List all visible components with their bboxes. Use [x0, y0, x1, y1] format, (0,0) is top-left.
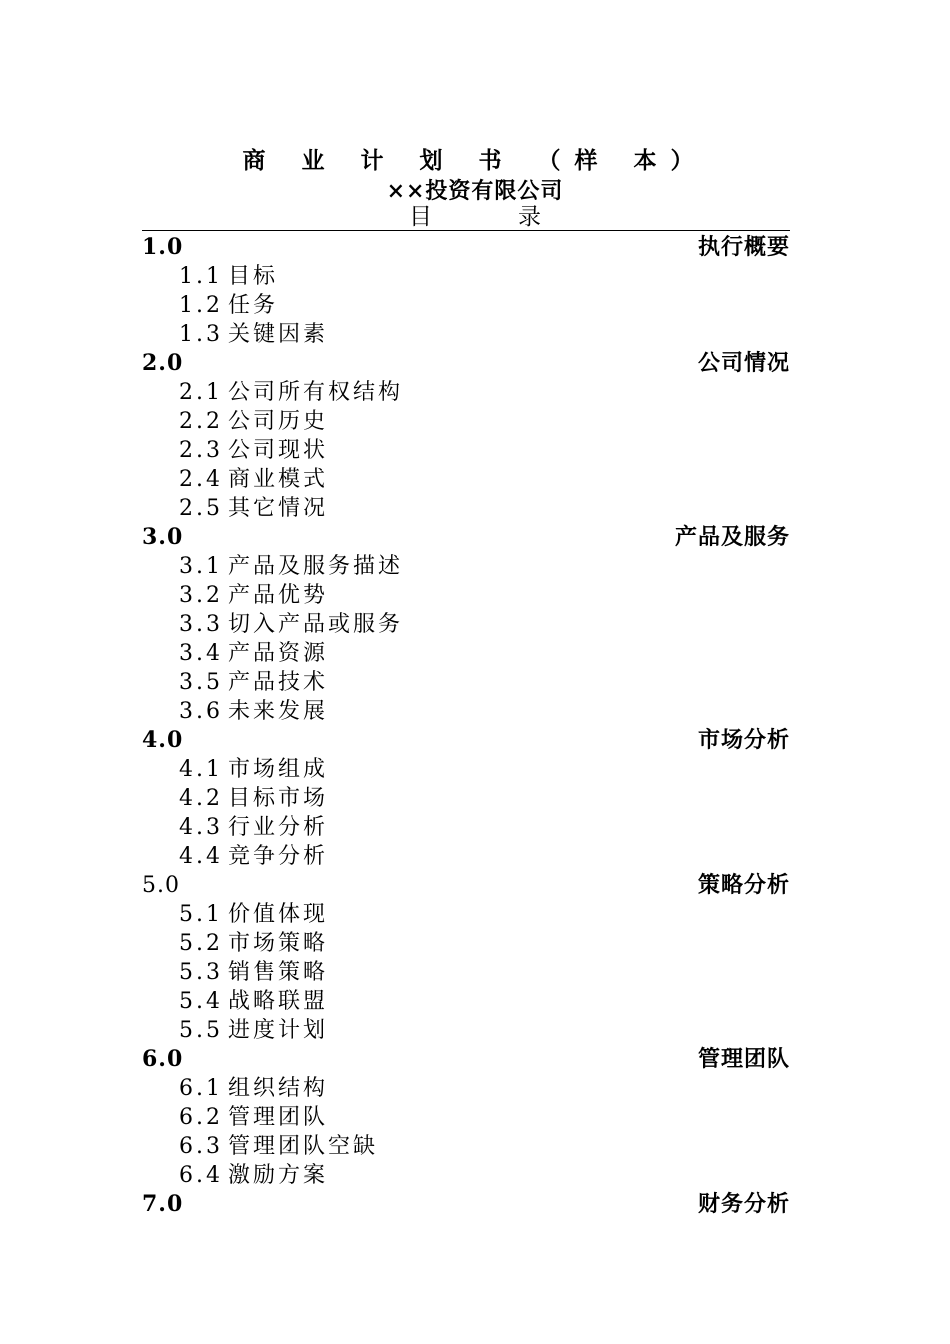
toc-subsection — [142, 378, 790, 407]
toc-subsection — [142, 262, 790, 291]
toc-subsection — [142, 842, 790, 871]
toc-section — [142, 1190, 790, 1219]
section-title: 产品及服务 — [674, 524, 790, 550]
subsection-number: 6.4 — [179, 1163, 223, 1188]
subsection-title: 价值体现 — [228, 902, 329, 927]
subsection-number: 3.2 — [179, 583, 223, 608]
table-of-contents — [142, 233, 790, 1219]
toc-subsection — [142, 755, 790, 784]
section-number: 1.0 — [142, 234, 184, 260]
subsection-title: 产品优势 — [228, 583, 329, 608]
subsection-title: 产品及服务描述 — [228, 554, 404, 579]
subsection-title: 市场组成 — [228, 757, 329, 782]
subsection-number: 2.2 — [179, 409, 223, 434]
section-number: 3.0 — [142, 524, 184, 550]
toc-section-heading — [142, 349, 790, 378]
section-title: 市场分析 — [697, 727, 790, 753]
toc-section-heading — [142, 1045, 790, 1074]
section-title: 策略分析 — [697, 872, 790, 898]
subsection-title: 公司现状 — [228, 438, 329, 463]
subsection-number: 1.2 — [179, 293, 223, 318]
subsection-number: 4.1 — [179, 757, 223, 782]
subsection-number: 5.1 — [179, 902, 223, 927]
subsection-number: 3.4 — [179, 641, 223, 666]
toc-subsection — [142, 639, 790, 668]
subsection-title: 产品资源 — [228, 641, 329, 666]
toc-subsection — [142, 1161, 790, 1190]
subsection-number: 3.1 — [179, 554, 223, 579]
section-number: 7.0 — [142, 1191, 184, 1217]
subsection-number: 6.3 — [179, 1134, 223, 1159]
toc-subsection — [142, 610, 790, 639]
subsection-title: 其它情况 — [228, 496, 329, 521]
toc-section-heading — [142, 233, 790, 262]
document-title: 商 业 计 划 书 （样 本） — [242, 147, 708, 174]
toc-section-heading — [142, 726, 790, 755]
subsection-title: 商业模式 — [228, 467, 329, 492]
subsection-number: 5.4 — [179, 989, 223, 1014]
subsection-title: 组织结构 — [228, 1076, 329, 1101]
toc-subsection — [142, 1074, 790, 1103]
toc-subsection — [142, 552, 790, 581]
subsection-number: 4.4 — [179, 844, 223, 869]
subsection-title: 销售策略 — [228, 960, 329, 985]
section-number: 6.0 — [142, 1046, 184, 1072]
subsection-title: 管理团队 — [228, 1105, 329, 1130]
subsection-title: 管理团队空缺 — [228, 1134, 379, 1159]
subsection-title: 目标 — [228, 264, 279, 289]
subsection-title: 市场策略 — [228, 931, 329, 956]
toc-subsection — [142, 813, 790, 842]
toc-subsection — [142, 291, 790, 320]
subsection-number: 1.3 — [179, 322, 223, 347]
subsection-number: 2.5 — [179, 496, 223, 521]
subsection-number: 5.3 — [179, 960, 223, 985]
subsection-title: 战略联盟 — [228, 989, 329, 1014]
subsection-number: 2.4 — [179, 467, 223, 492]
section-title: 执行概要 — [697, 234, 790, 260]
toc-subsection — [142, 1103, 790, 1132]
toc-section — [142, 1045, 790, 1190]
subsection-title: 进度计划 — [228, 1018, 329, 1043]
company-name: ××投资有限公司 — [386, 178, 564, 204]
subsection-title: 竞争分析 — [228, 844, 329, 869]
subsection-number: 2.3 — [179, 438, 223, 463]
subsection-number: 1.1 — [179, 264, 223, 289]
section-title: 财务分析 — [697, 1191, 790, 1217]
toc-subsection — [142, 1132, 790, 1161]
toc-subsection — [142, 697, 790, 726]
toc-subsection — [142, 581, 790, 610]
toc-subsection — [142, 436, 790, 465]
subsection-title: 任务 — [228, 293, 279, 318]
subsection-number: 3.6 — [179, 699, 223, 724]
subsection-title: 切入产品或服务 — [228, 612, 404, 637]
section-number: 5.0 — [142, 873, 180, 898]
subsection-number: 5.2 — [179, 931, 223, 956]
subsection-title: 公司所有权结构 — [228, 380, 404, 405]
toc-subsection — [142, 465, 790, 494]
toc-section-heading — [142, 523, 790, 552]
toc-section-heading — [142, 1190, 790, 1219]
section-number: 2.0 — [142, 350, 184, 376]
subsection-number: 4.3 — [179, 815, 223, 840]
subsection-title: 目标市场 — [228, 786, 329, 811]
subsection-number: 4.2 — [179, 786, 223, 811]
subsection-number: 3.5 — [179, 670, 223, 695]
subsection-title: 行业分析 — [228, 815, 329, 840]
toc-subsection — [142, 1016, 790, 1045]
subsection-number: 2.1 — [179, 380, 223, 405]
toc-subsection — [142, 668, 790, 697]
section-title: 公司情况 — [697, 350, 790, 376]
toc-subsection — [142, 494, 790, 523]
toc-section — [142, 726, 790, 871]
toc-section-heading — [142, 871, 790, 900]
subsection-number: 5.5 — [179, 1018, 223, 1043]
toc-subsection — [142, 900, 790, 929]
subsection-number: 6.1 — [179, 1076, 223, 1101]
subsection-number: 3.3 — [179, 612, 223, 637]
toc-section — [142, 233, 790, 349]
subsection-number: 6.2 — [179, 1105, 223, 1130]
toc-subsection — [142, 784, 790, 813]
toc-heading: 目录 — [409, 204, 627, 230]
heading-rule — [142, 230, 790, 231]
toc-section — [142, 349, 790, 523]
subsection-title: 未来发展 — [228, 699, 329, 724]
subsection-title: 激励方案 — [228, 1163, 329, 1188]
toc-section — [142, 871, 790, 1045]
toc-subsection — [142, 958, 790, 987]
subsection-title: 关键因素 — [228, 322, 329, 347]
subsection-title: 公司历史 — [228, 409, 329, 434]
section-number: 4.0 — [142, 727, 184, 753]
subsection-title: 产品技术 — [228, 670, 329, 695]
toc-subsection — [142, 929, 790, 958]
toc-section — [142, 523, 790, 726]
section-title: 管理团队 — [697, 1046, 790, 1072]
toc-subsection — [142, 407, 790, 436]
toc-subsection — [142, 320, 790, 349]
toc-subsection — [142, 987, 790, 1016]
